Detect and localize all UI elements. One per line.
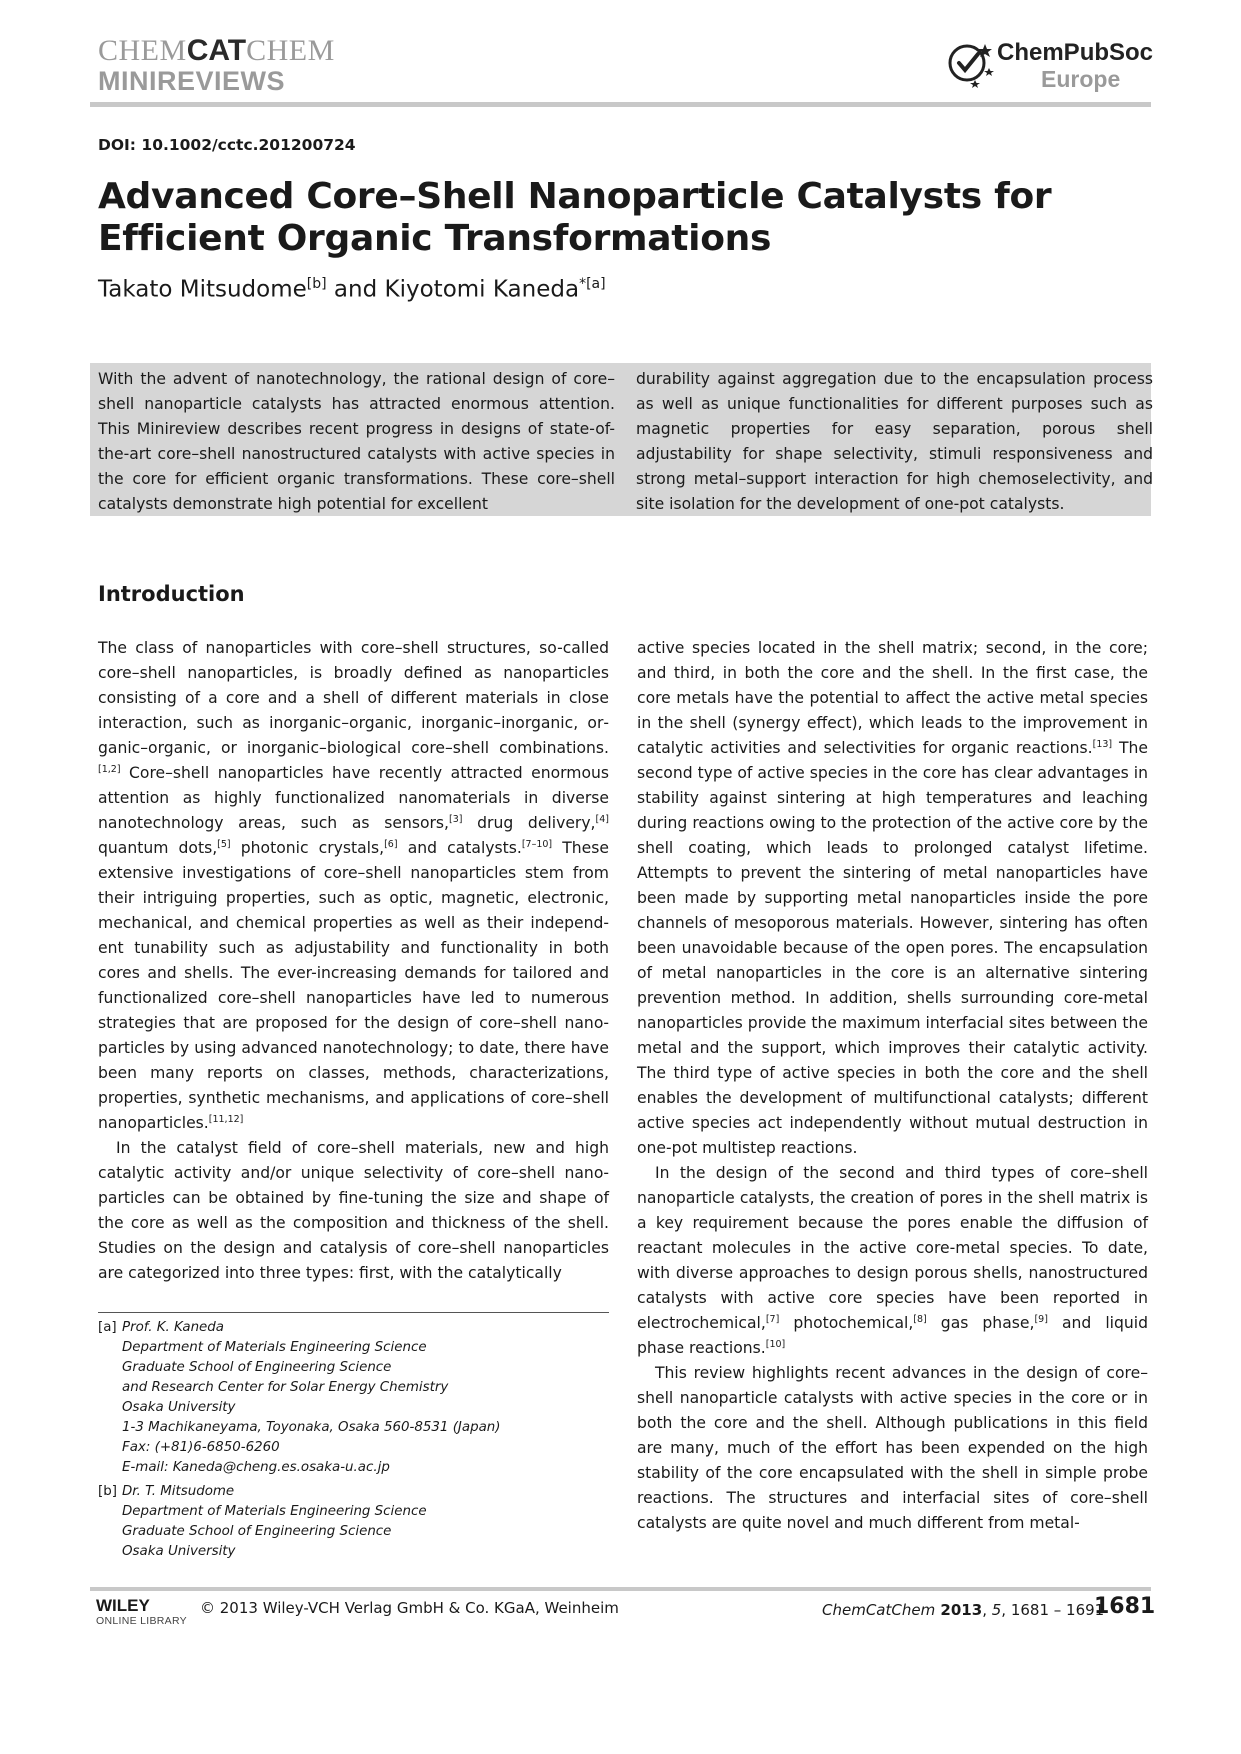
body-text: The class of nanoparticles with core–shell structures, so-called core–shell nanoparticles, is broadly defined as nanoparticles consisting of a core and a shell of different materials in close interaction, such as inorganic–organic, inorganic–inorganic, organic–organic, or inorganic–biological core–shell combinations. (98, 639, 609, 757)
abstract-box (90, 363, 1151, 516)
author-affiliation-mark: [b] (306, 276, 327, 292)
citation-ref: [6] (384, 838, 398, 850)
citation-ref: [7–10] (521, 838, 553, 850)
affiliation-line: Osaka University (122, 1400, 236, 1415)
citation-separator: , (982, 1601, 992, 1619)
section-name: MINIREVIEWS (98, 66, 286, 96)
article-title: Advanced Core–Shell Nanoparticle Catalysts for Efficient Organic Transformations (98, 176, 1052, 259)
journal-name-suffix: CHEM (246, 34, 335, 67)
journal-name (98, 34, 335, 68)
citation-journal: ChemCatChem (822, 1601, 936, 1619)
wiley-online-library-logo (96, 1596, 201, 1630)
affiliation-line: Osaka University (122, 1544, 236, 1559)
body-text: drug delivery, (462, 814, 596, 832)
affiliation-line: Dr. T. Mitsudome (122, 1484, 235, 1499)
affiliation-line: and Research Center for Solar Energy Chemistry (122, 1380, 449, 1395)
publisher-region: Europe (1041, 66, 1121, 92)
citation-ref: [9] (1034, 1313, 1048, 1325)
publisher-name: ChemPubSoc (997, 39, 1154, 66)
body-text: quantum dots, (98, 839, 218, 857)
affiliation-line: Department of Materials Engineering Science (122, 1340, 427, 1355)
body-text: photochemical, (779, 1314, 914, 1332)
footer-rule (90, 1587, 1151, 1591)
body-column-left (98, 636, 609, 1286)
author-list (98, 276, 606, 303)
citation-ref: [10] (765, 1338, 786, 1350)
journal-name-cat: CAT (186, 34, 247, 67)
affiliation-line: Department of Materials Engineering Science (122, 1504, 427, 1519)
citation-ref: [11,12] (208, 1113, 244, 1125)
affiliation-line: Fax: (+81)6-6850-6260 (122, 1440, 280, 1455)
page-number: 1681 (1094, 1594, 1156, 1619)
author-affiliation-mark: *[a] (579, 276, 606, 292)
body-text: In the design of the second and third types of core–shell nanoparticle catalysts, the creation of pores in the shell matrix is a key requirement because the pores enable the diffusion of reactant molecules in the active core-metal species. To date, with diverse approaches to design porous shells, nanostructured catalysts with active core species have been reported in electrochemical, (637, 1164, 1148, 1332)
body-text: and catalysts. (397, 839, 522, 857)
affiliation-tag: [a] (98, 1320, 117, 1335)
body-text: gas phase, (926, 1314, 1035, 1332)
abstract-column-right: durability against aggregation due to the encapsulation process as well as unique functionalities for different purposes such as magnetic properties for easy separation, porous shell adjustability for shape selectivity, stimuli responsiveness and strong metal–support interaction for high chemoselectivity, and site isolation for the development of one-pot catalysts. (636, 370, 1153, 513)
paragraph: This review highlights recent advances in the design of core–shell nanoparticle catalysts with active species in the core or in both the core and the shell. Although publications in this field are many, much of the effort has been expended on the high stability of the core encapsulated with the shell in simple probe reactions. The structures and interfacial sites of core–shell catalysts are quite novel and much different from metal- (637, 1364, 1148, 1532)
journal-citation (822, 1601, 1104, 1619)
body-text: photonic crystals, (230, 839, 385, 857)
author-name: Takato Mitsudome (98, 276, 307, 303)
body-text: Core–shell nanoparticles have recently attracted enormous attention as highly functionalized nanomaterials in diverse nanotechnology areas, such as sensors, (98, 764, 609, 832)
doi: DOI: 10.1002/cctc.201200724 (98, 136, 356, 154)
citation-ref: [7] (765, 1313, 780, 1325)
citation-ref: [5] (217, 838, 231, 850)
chempubsoc-star-logo-icon (945, 38, 995, 88)
author-name: Kiyotomi Kaneda (384, 276, 580, 303)
footnote-rule (98, 1312, 609, 1313)
affiliation-line: 1-3 Machikaneyama, Toyonaka, Osaka 560-8531 (Japan) (122, 1420, 501, 1435)
journal-name-prefix: CHEM (98, 34, 187, 67)
citation-ref: [8] (913, 1313, 927, 1325)
body-column-right (637, 636, 1148, 1536)
affiliation-tag: [b] (98, 1484, 117, 1499)
affiliations (98, 1318, 609, 1566)
citation-ref: [4] (595, 813, 609, 825)
body-text: The second type of active species in the core has clear advantages in stability against sintering at high temperatures and leaching during reactions owing to the protection of the active core by the shell coating, which leads to prolonged catalyst lifetime. Attempts to prevent the sintering of metal nanoparticles have been made by supporting metal nanoparticles inside the pore channels of mesoporous materials. However, sintering has often been unavoidable because of the open pores. The encapsulation of metal nanoparticles in the core is an alternative sintering prevention method. In addition, shells surrounding core-metal nanoparticles provide the maximum interfacial sites between the metal and the support, which improves their catalytic activity. The third type of active species in both the core and the shell enables the development of multifunctional catalysts; different active species act independently without mutual destruction in one-pot multistep reactions. (637, 739, 1148, 1157)
wiley-sub: ONLINE LIBRARY (96, 1615, 187, 1627)
section-heading: Introduction (98, 582, 245, 606)
author-conjunction: and (326, 276, 385, 303)
body-text: and liquid phase reactions. (637, 1314, 1148, 1357)
abstract-column-left: With the advent of nanotechnology, the rational design of core–shell nanoparticle catalysts has attracted enormous attention. This Minireview describes recent progress in designs of state-of-the-art core–shell nanostructured catalysts with active species in the core for efficient organic transformations. These core–shell catalysts demonstrate high potential for excellent (98, 370, 615, 513)
affiliation-block (98, 1318, 609, 1478)
citation-ref: [13] (1092, 738, 1113, 750)
paragraph (637, 1161, 1148, 1361)
paragraph: In the catalyst field of core–shell materials, new and high catalytic activity and/or unique selectivity of core–shell nanoparticles can be obtained by fine-tuning the size and shape of the core as well as the composition and thickness of the shell. Studies on the design and catalysis of core–shell nanoparticles are categorized into three types: first, with the catalytically (98, 1139, 609, 1282)
affiliation-line: Graduate School of Engineering Science (122, 1524, 392, 1539)
citation-volume: 5 (991, 1601, 1002, 1619)
copyright: © 2013 Wiley-VCH Verlag GmbH & Co. KGaA, Weinheim (200, 1599, 619, 1617)
paragraph (637, 636, 1148, 1161)
wiley-brand: WILEY (96, 1596, 150, 1615)
affiliation-line: Prof. K. Kaneda (122, 1320, 224, 1335)
affiliation-block (98, 1482, 609, 1562)
header-rule (90, 102, 1151, 107)
citation-year: 2013 (935, 1601, 983, 1619)
body-text: These extensive investigations of core–shell nanoparticles stem from their intriguing properties, such as optic, magnetic, electronic, mechanical, and chemical properties as well as their independent tunability such as adjustability and functionality in both cores and shells. The ever-increasing demands for tailored and functionalized core–shell nanoparticles have led to numerous strategies that are proposed for the design of core–shell nanoparticles by using advanced nanotechnology; to date, there have been many reports on classes, methods, characterizations, properties, synthetic mechanisms, and applications of core–shell nanoparticles. (98, 839, 609, 1132)
affiliation-line: Graduate School of Engineering Science (122, 1360, 392, 1375)
paragraph (98, 636, 609, 1136)
citation-pages: , 1681 – 1691 (1001, 1601, 1105, 1619)
affiliation-email[interactable]: E-mail: Kaneda@cheng.es.osaka-u.ac.jp (122, 1460, 390, 1475)
body-text: active species located in the shell matrix; second, in the core; and third, in both the core and the shell. In the first case, the core metals have the potential to affect the active metal species in the shell (synergy effect), which leads to the improvement in catalytic activities and selectivities for organic reactions. (637, 639, 1148, 757)
citation-ref: [1,2] (98, 763, 121, 775)
publisher-logo (945, 36, 1155, 96)
citation-ref: [3] (448, 813, 463, 825)
